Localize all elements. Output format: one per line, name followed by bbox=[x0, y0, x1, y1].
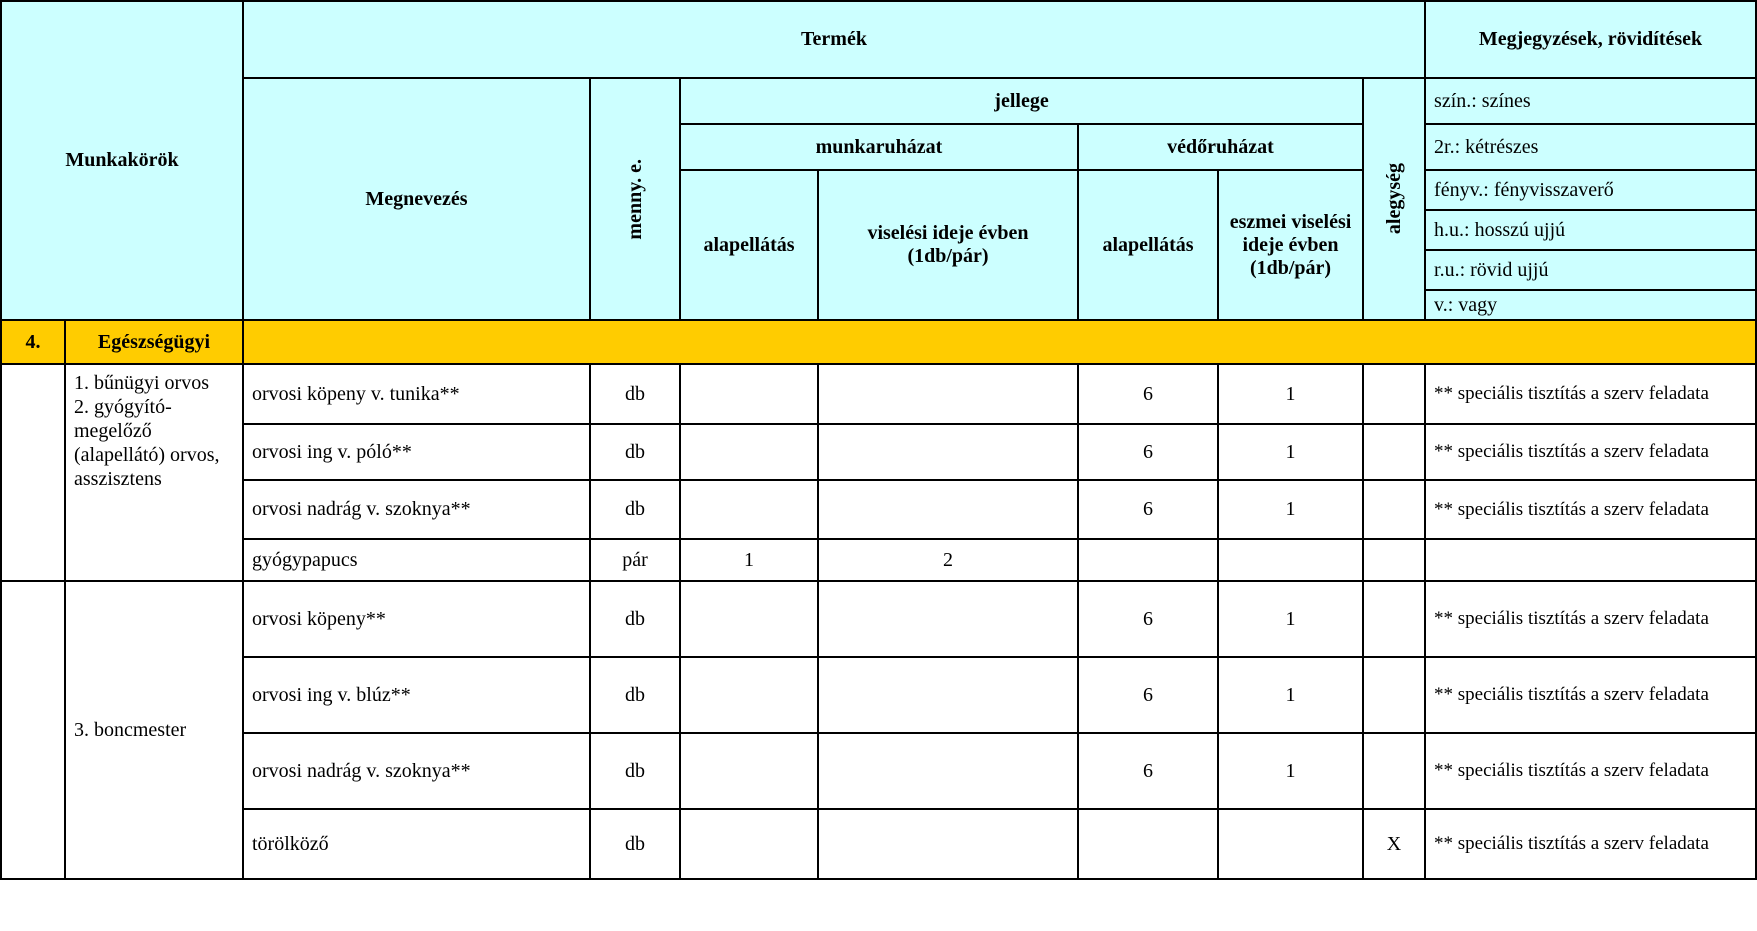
alegyseg-label: alegység bbox=[1382, 163, 1405, 235]
sub-unit bbox=[1363, 539, 1425, 581]
mr-basic: 1 bbox=[680, 539, 818, 581]
item-name: gyógypapucs bbox=[243, 539, 590, 581]
section-title: Egészségügyi bbox=[65, 320, 243, 364]
mr-years bbox=[818, 657, 1078, 733]
item-name: törölköző bbox=[243, 809, 590, 879]
vr-years: 1 bbox=[1218, 480, 1363, 539]
item-unit: db bbox=[590, 364, 680, 424]
item-unit: db bbox=[590, 581, 680, 657]
table-row bbox=[1, 733, 1756, 809]
item-unit: db bbox=[590, 480, 680, 539]
header-megnevezes: Megnevezés bbox=[243, 78, 590, 320]
item-unit: db bbox=[590, 733, 680, 809]
item-note: ** speciális tisztítás a szerv feladata bbox=[1425, 424, 1756, 480]
header-vr-eszmei: eszmei viselési ideje évben (1db/pár) bbox=[1218, 170, 1363, 320]
header-menny bbox=[590, 78, 680, 320]
mr-years bbox=[818, 364, 1078, 424]
mr-basic bbox=[680, 364, 818, 424]
table-row bbox=[1, 581, 1756, 657]
vr-basic: 6 bbox=[1078, 480, 1218, 539]
mr-basic bbox=[680, 809, 818, 879]
mr-basic bbox=[680, 657, 818, 733]
header-jellege: jellege bbox=[680, 78, 1363, 124]
item-unit: db bbox=[590, 809, 680, 879]
vr-years: 1 bbox=[1218, 657, 1363, 733]
sub-unit bbox=[1363, 480, 1425, 539]
abbrev-hu: h.u.: hosszú ujjú bbox=[1425, 210, 1756, 250]
item-name: orvosi köpeny v. tunika** bbox=[243, 364, 590, 424]
group-index-cell bbox=[1, 364, 65, 581]
header-megjegyzesek: Megjegyzések, rövidítések bbox=[1425, 1, 1756, 78]
group-index-cell bbox=[1, 581, 65, 879]
abbrev-fenyv: fényv.: fényvisszaverő bbox=[1425, 170, 1756, 210]
item-note: ** speciális tisztítás a szerv feladata bbox=[1425, 657, 1756, 733]
mr-years bbox=[818, 733, 1078, 809]
abbrev-ru: r.u.: rövid ujjú bbox=[1425, 250, 1756, 290]
item-note: ** speciális tisztítás a szerv feladata bbox=[1425, 581, 1756, 657]
item-name: orvosi nadrág v. szoknya** bbox=[243, 480, 590, 539]
section-fill bbox=[243, 320, 1756, 364]
item-note: ** speciális tisztítás a szerv feladata bbox=[1425, 809, 1756, 879]
item-name: orvosi ing v. póló** bbox=[243, 424, 590, 480]
mr-years: 2 bbox=[818, 539, 1078, 581]
item-unit: pár bbox=[590, 539, 680, 581]
vr-basic: 6 bbox=[1078, 581, 1218, 657]
vr-years bbox=[1218, 809, 1363, 879]
vr-years: 1 bbox=[1218, 424, 1363, 480]
mr-basic bbox=[680, 480, 818, 539]
section-number: 4. bbox=[1, 320, 65, 364]
mr-basic bbox=[680, 581, 818, 657]
role-line-1: 1. bűnügyi orvos bbox=[74, 372, 209, 394]
mr-years bbox=[818, 480, 1078, 539]
table-row bbox=[1, 657, 1756, 733]
role-cell: 3. boncmester bbox=[65, 581, 243, 879]
header-vr-alapellatas: alapellátás bbox=[1078, 170, 1218, 320]
item-name: orvosi ing v. blúz** bbox=[243, 657, 590, 733]
item-note bbox=[1425, 539, 1756, 581]
menny-label: menny. e. bbox=[623, 158, 646, 240]
role-line-2: 2. gyógyító-megelőző (alapellátó) orvos, asszisztens bbox=[74, 396, 220, 490]
vr-basic bbox=[1078, 809, 1218, 879]
header-mr-alapellatas: alapellátás bbox=[680, 170, 818, 320]
vr-basic: 6 bbox=[1078, 733, 1218, 809]
table-row bbox=[1, 539, 1756, 581]
sub-unit bbox=[1363, 733, 1425, 809]
header-munkaruhazat: munkaruházat bbox=[680, 124, 1078, 170]
mr-years bbox=[818, 424, 1078, 480]
mr-years bbox=[818, 809, 1078, 879]
item-note: ** speciális tisztítás a szerv feladata bbox=[1425, 364, 1756, 424]
sub-unit bbox=[1363, 364, 1425, 424]
sub-unit bbox=[1363, 657, 1425, 733]
role-cell bbox=[65, 364, 243, 581]
item-name: orvosi nadrág v. szoknya** bbox=[243, 733, 590, 809]
vr-years: 1 bbox=[1218, 581, 1363, 657]
item-name: orvosi köpeny** bbox=[243, 581, 590, 657]
sub-unit bbox=[1363, 581, 1425, 657]
sub-unit: X bbox=[1363, 809, 1425, 879]
table-row bbox=[1, 364, 1756, 424]
item-unit: db bbox=[590, 424, 680, 480]
abbrev-szin: szín.: színes bbox=[1425, 78, 1756, 124]
mr-years bbox=[818, 581, 1078, 657]
vr-basic bbox=[1078, 539, 1218, 581]
item-note: ** speciális tisztítás a szerv feladata bbox=[1425, 480, 1756, 539]
table-row bbox=[1, 480, 1756, 539]
mr-basic bbox=[680, 424, 818, 480]
vr-years: 1 bbox=[1218, 733, 1363, 809]
vr-years bbox=[1218, 539, 1363, 581]
item-note: ** speciális tisztítás a szerv feladata bbox=[1425, 733, 1756, 809]
item-unit: db bbox=[590, 657, 680, 733]
vr-years: 1 bbox=[1218, 364, 1363, 424]
vr-basic: 6 bbox=[1078, 364, 1218, 424]
header-vedoruhazat: védőruházat bbox=[1078, 124, 1363, 170]
mr-basic bbox=[680, 733, 818, 809]
abbrev-2r: 2r.: kétrészes bbox=[1425, 124, 1756, 170]
vr-basic: 6 bbox=[1078, 657, 1218, 733]
header-munkakorok: Munkakörök bbox=[1, 1, 243, 320]
header-alegyseg bbox=[1363, 78, 1425, 320]
header-termek: Termék bbox=[243, 1, 1425, 78]
sub-unit bbox=[1363, 424, 1425, 480]
table-row bbox=[1, 424, 1756, 480]
table-row bbox=[1, 809, 1756, 879]
vr-basic: 6 bbox=[1078, 424, 1218, 480]
abbrev-v: v.: vagy bbox=[1425, 290, 1756, 320]
header-mr-viselesi: viselési ideje évben (1db/pár) bbox=[818, 170, 1078, 320]
